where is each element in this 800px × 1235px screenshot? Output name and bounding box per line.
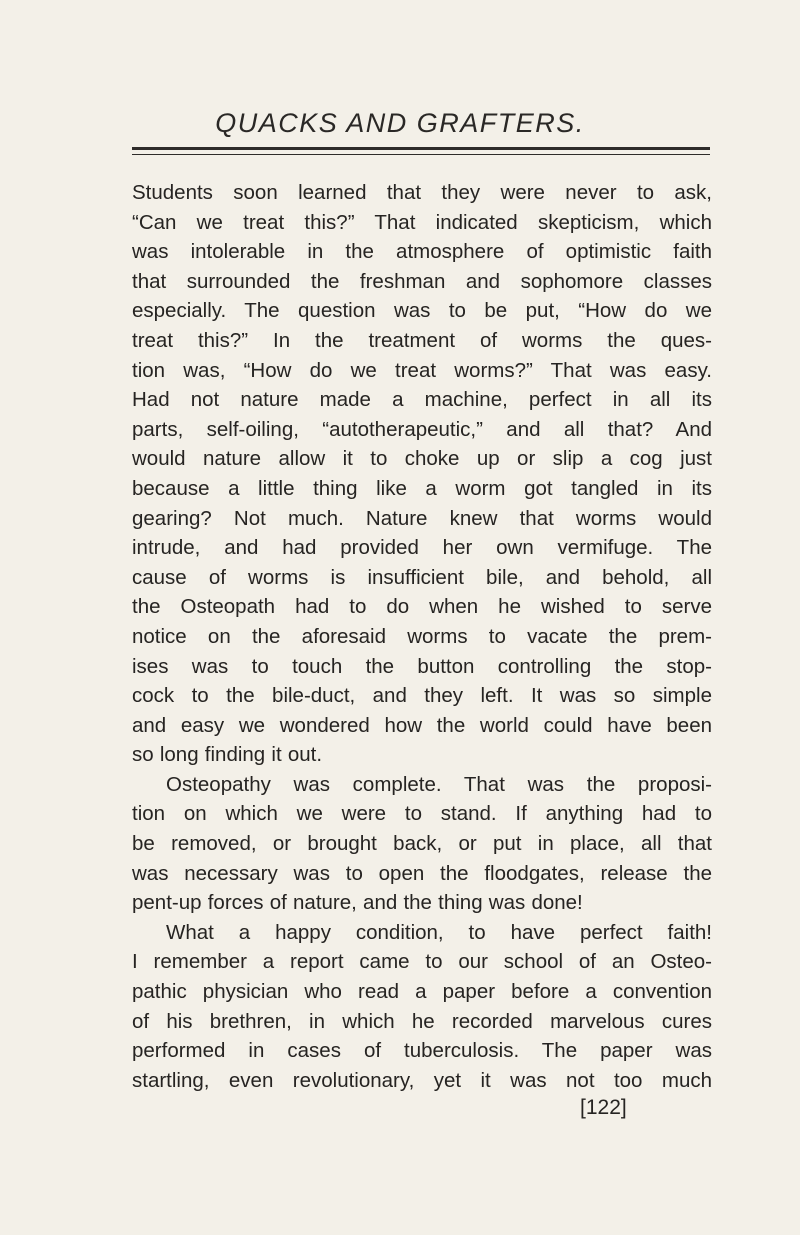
text-line: that surrounded the freshman and sophomore classes (132, 269, 712, 293)
text-line: so long finding it out. (132, 743, 323, 767)
text-line: of his brethren, in which he recorded marvelous cures (132, 1009, 712, 1033)
text-line: treat this?” In the treatment of worms the ques- (132, 328, 712, 352)
text-line: gearing? Not much. Nature knew that worms would (132, 506, 712, 530)
text-line: I remember a report came to our school of an Osteo- (132, 950, 712, 974)
text-line: pent-up forces of nature, and the thing was done! (132, 891, 583, 915)
text-line: performed in cases of tuberculosis. The paper was (132, 1039, 712, 1063)
text-line: cause of worms is insufficient bile, and behold, all (132, 565, 712, 589)
page-number: [122] (580, 1096, 627, 1119)
text-line: Osteopathy was complete. That was the proposi- (166, 772, 712, 796)
text-line: the Osteopath had to do when he wished to serve (132, 595, 712, 619)
text-line: “Can we treat this?” That indicated skepticism, which (132, 210, 712, 234)
text-line: was necessary was to open the floodgates, release the (132, 861, 712, 885)
text-line: be removed, or brought back, or put in place, all that (132, 832, 712, 856)
text-line: Students soon learned that they were never to ask, (132, 181, 712, 204)
header-rule-thick (132, 147, 710, 150)
text-line: parts, self-oiling, “autotherapeutic,” and all that? And (132, 417, 712, 441)
text-line: Had not nature made a machine, perfect in all its (132, 388, 712, 412)
text-line: was intolerable in the atmosphere of optimistic faith (132, 240, 712, 264)
text-line: ises was to touch the button controlling the stop- (132, 654, 712, 678)
text-line: notice on the aforesaid worms to vacate the prem- (132, 624, 712, 648)
text-line: because a little thing like a worm got tangled in its (132, 476, 712, 500)
running-head: QUACKS AND GRAFTERS. (215, 108, 585, 138)
text-line: tion was, “How do we treat worms?” That was easy. (132, 358, 712, 382)
text-line: intrude, and had provided her own vermifuge. The (132, 536, 712, 560)
text-line: and easy we wondered how the world could have been (132, 713, 712, 737)
text-line: would nature allow it to choke up or slip a cog just (132, 447, 712, 471)
text-line: startling, even revolutionary, yet it was not too much (132, 1068, 712, 1092)
text-line: pathic physician who read a paper before a convention (132, 980, 712, 1004)
text-line: especially. The question was to be put, “How do we (132, 299, 712, 323)
text-line: tion on which we were to stand. If anything had to (132, 802, 712, 826)
text-line: cock to the bile-duct, and they left. It was so simple (132, 684, 712, 708)
header-rule-thin (132, 154, 710, 155)
body-text (132, 178, 712, 1095)
text-line: What a happy condition, to have perfect faith! (166, 920, 712, 944)
